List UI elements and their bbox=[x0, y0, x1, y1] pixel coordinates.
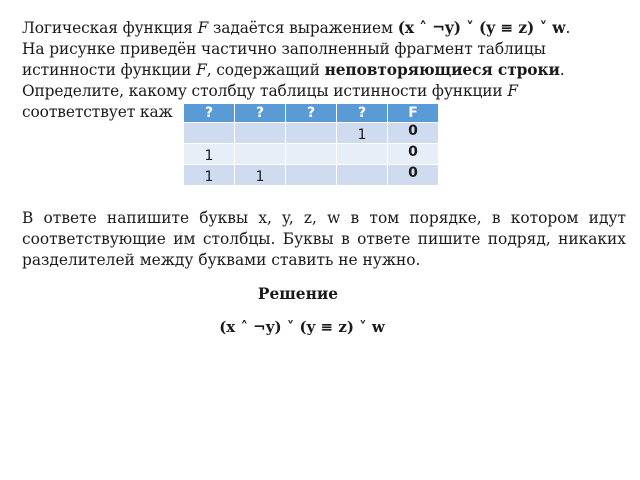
table-cell-f: 0 bbox=[388, 144, 439, 165]
problem-line-2: На рисунке приведён частично заполненный фрагмент таблицы истинности функции F, содержащий неповторяющиеся строки. bbox=[22, 40, 565, 79]
answer-instructions bbox=[22, 208, 626, 271]
table-cell-f: 0 bbox=[388, 123, 439, 144]
table-row bbox=[184, 123, 439, 144]
emphasis-unique-rows: неповторяющиеся строки bbox=[324, 61, 560, 79]
solution-formula: (x ˄ ¬y) ˅ (y ≡ z) ˅ w bbox=[219, 318, 385, 336]
problem-line-4: соответствует каж bbox=[22, 103, 173, 121]
table-header-cell: ? bbox=[235, 104, 286, 123]
table-cell: 1 bbox=[337, 123, 388, 144]
truth-table bbox=[183, 103, 439, 186]
table-cell-f: 0 bbox=[388, 165, 439, 186]
table-cell bbox=[286, 165, 337, 186]
table-cell bbox=[184, 123, 235, 144]
table-cell bbox=[235, 123, 286, 144]
table-header-cell: ? bbox=[337, 104, 388, 123]
problem-line-3: Определите, какому столбцу таблицы истинности функции F bbox=[22, 82, 518, 100]
function-name: F bbox=[196, 61, 207, 79]
function-name: F bbox=[197, 19, 209, 37]
table-row bbox=[184, 144, 439, 165]
answer-text: В ответе напишите буквы x, y, z, w в том порядке, в котором идут соответствующие им столбцы. Буквы в ответе пишите подряд, никаких разделителей между буквами ставить не нужно. bbox=[22, 209, 626, 269]
table-cell bbox=[286, 123, 337, 144]
table-cell bbox=[337, 165, 388, 186]
table-header-row bbox=[184, 104, 439, 123]
table-header-cell-f: F bbox=[388, 104, 439, 123]
table-row bbox=[184, 165, 439, 186]
function-formula: (x ˄ ¬y) ˅ (y ≡ z) ˅ w bbox=[397, 19, 566, 37]
problem-line-1: Логическая функция F задаётся выражением (x ˄ ¬y) ˅ (y ≡ z) ˅ w. bbox=[22, 19, 571, 37]
table-cell: 1 bbox=[184, 165, 235, 186]
solution-heading: Решение bbox=[257, 285, 339, 303]
table-cell bbox=[337, 144, 388, 165]
table-cell bbox=[286, 144, 337, 165]
table-cell bbox=[235, 144, 286, 165]
table-header-cell: ? bbox=[286, 104, 337, 123]
function-name: F bbox=[507, 82, 518, 100]
table-cell: 1 bbox=[184, 144, 235, 165]
table-cell: 1 bbox=[235, 165, 286, 186]
table-header-cell: ? bbox=[184, 104, 235, 123]
